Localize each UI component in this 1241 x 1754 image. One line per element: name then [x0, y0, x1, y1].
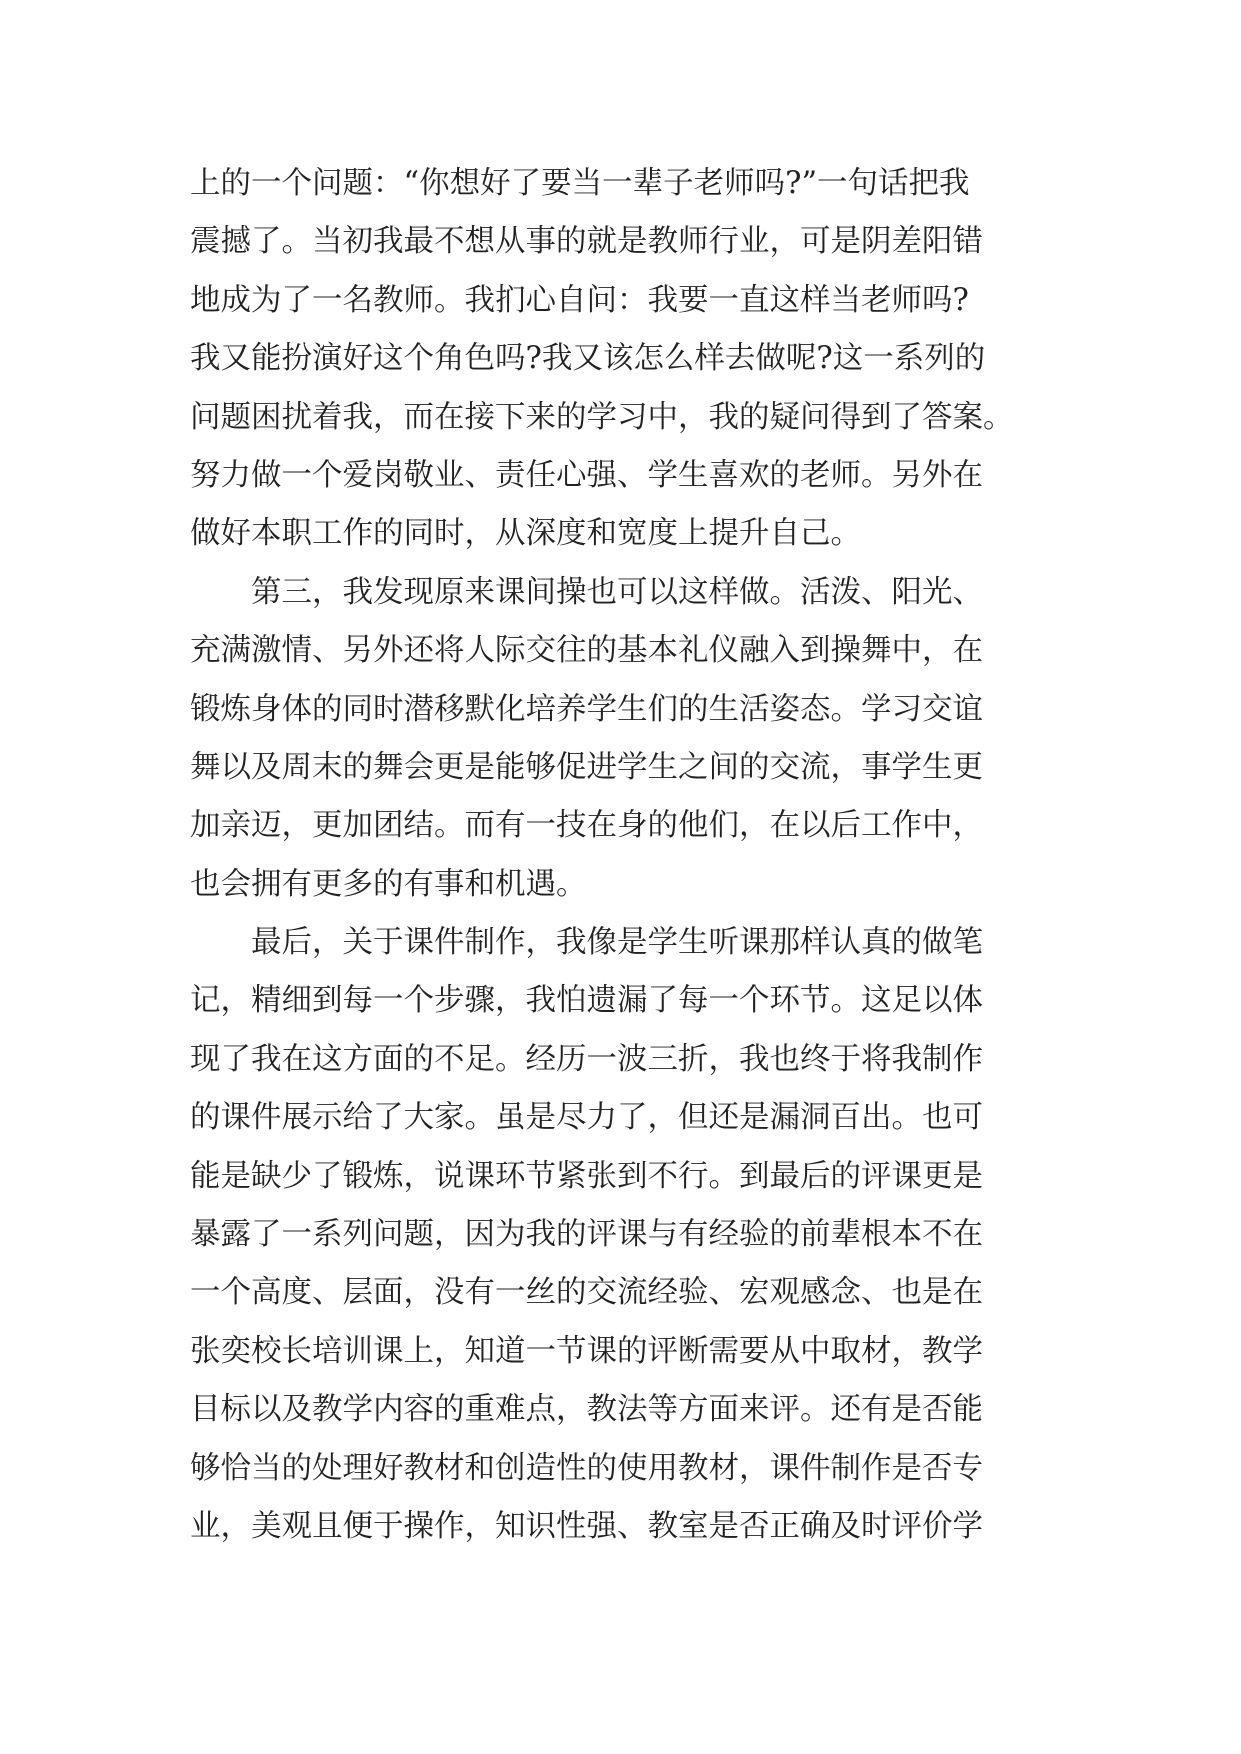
text-line: 现了我在这方面的不足。经历一波三折，我也终于将我制作 [190, 1041, 983, 1077]
text-line: 问题困扰着我，而在接下来的学习中，我的疑问得到了答案。 [190, 399, 1014, 435]
text-line: 努力做一个爱岗敬业、责任心强、学生喜欢的老师。另外在 [190, 457, 983, 493]
text-line: 上的一个问题：“你想好了要当一辈子老师吗?”一句话把我 [190, 166, 970, 201]
paragraph-start-line: 最后，关于课件制作，我像是学生听课那样认真的做笔 [190, 925, 983, 961]
text-line: 的课件展示给了大家。虽是尽力了，但还是漏洞百出。也可 [190, 1100, 983, 1136]
body-text [190, 155, 1060, 1556]
text-line: 暴露了一系列问题，因为我的评课与有经验的前辈根本不在 [190, 1217, 983, 1253]
text-line: 锻炼身体的同时潜移默化培养学生们的生活姿态。学习交谊 [190, 691, 983, 727]
text-line: 充满激情、另外还将人际交往的基本礼仪融入到操舞中，在 [190, 633, 983, 669]
text-line: 记，精细到每一个步骤，我怕遗漏了每一个环节。这足以体 [190, 983, 983, 1019]
text-line: 震撼了。当初我最不想从事的就是教师行业，可是阴差阳错 [190, 224, 983, 260]
text-line: 加亲迈，更加团结。而有一技在身的他们，在以后工作中， [190, 808, 983, 844]
text-line: 够恰当的处理好教材和创造性的使用教材，课件制作是否专 [190, 1450, 983, 1486]
text-line: 也会拥有更多的有事和机遇。 [190, 866, 587, 902]
text-line: 业，美观且便于操作，知识性强、教室是否正确及时评价学 [190, 1508, 983, 1544]
paragraph-start-line: 第三，我发现原来课间操也可以这样做。活泼、阳光、 [190, 574, 983, 610]
text-line: 一个高度、层面，没有一丝的交流经验、宏观感念、也是在 [190, 1275, 983, 1311]
text-line: 我又能扮演好这个角色吗?我又该怎么样去做呢?这一系列的 [190, 341, 986, 377]
text-line: 做好本职工作的同时，从深度和宽度上提升自己。 [190, 516, 861, 552]
text-line: 目标以及教学内容的重难点，教法等方面来评。还有是否能 [190, 1392, 983, 1428]
text-line: 能是缺少了锻炼，说课环节紧张到不行。到最后的评课更是 [190, 1158, 983, 1194]
text-line: 张奕校长培训课上，知道一节课的评断需要从中取材，教学 [190, 1333, 983, 1369]
text-line: 地成为了一名教师。我扪心自问：我要一直这样当老师吗? [190, 282, 969, 318]
text-line: 舞以及周末的舞会更是能够促进学生之间的交流，事学生更 [190, 749, 983, 785]
